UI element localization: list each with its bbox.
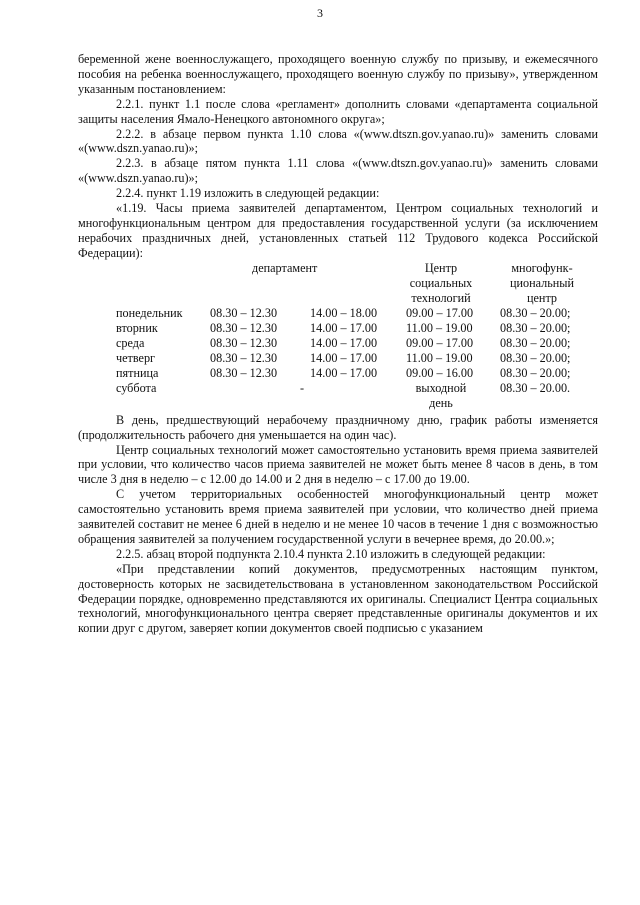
row-day: пятница: [116, 365, 159, 380]
header-center-line2: социальных: [409, 275, 473, 290]
row-dept-afternoon: 14.00 – 17.00: [310, 335, 378, 350]
paragraph: 2.2.1. пункт 1.1 после слова «регламент» дополнить словами «департамента социальной защиты населения Ямало-Ненецкого автономного округа»;: [78, 96, 598, 126]
saturday-center-line1: выходной: [415, 380, 467, 395]
row-dept-morning: 08.30 – 12.30: [210, 365, 278, 380]
row-dept-afternoon: 14.00 – 17.00: [310, 320, 378, 335]
row-day: четверг: [116, 350, 156, 365]
paragraph: беременной жене военнослужащего, проходящего военную службу по призыву, и ежемесячного пособия на ребенка военнослужащего, проходящего военную службу по призыву», утвержденном указанным постановлением:: [78, 52, 598, 96]
document-body: [78, 52, 598, 636]
header-center-line1: Центр: [424, 260, 458, 275]
row-day: среда: [116, 335, 145, 350]
paragraph: С учетом территориальных особенностей многофункциональный центр может самостоятельно установить время приема заявителей при условии, что количество дней приема заявителей составит не менее 6 дней в неделю и не менее 10 часов в течение 1 дня с возможностью обращения заявителей за получением государственной услуги в вечернее время, до 20.00.»;: [78, 487, 598, 546]
row-day: вторник: [116, 320, 158, 335]
row-dept-morning: 08.30 – 12.30: [210, 335, 278, 350]
row-center: 11.00 – 19.00: [406, 320, 473, 335]
row-mfc: 08.30 – 20.00;: [500, 320, 571, 335]
paragraph: «1.19. Часы приема заявителей департаментом, Центром социальных технологий и многофункциональным центром для предоставления государственной услуги (за исключением нерабочих праздничных дней, установленных статьей 112 Трудового кодекса Российской Федерации):: [78, 201, 598, 260]
row-center: 09.00 – 17.00: [406, 305, 474, 320]
saturday-dept: -: [300, 380, 305, 395]
saturday-day: суббота: [116, 380, 157, 395]
paragraph: Центр социальных технологий может самостоятельно установить время приема заявителей при условии, что количество часов приема заявителей не может быть менее 8 часов в день, в том числе 3 дня в неделю – с 12.00 до 14.00 и 2 дня в неделю – с 17.00 до 19.00.: [78, 442, 598, 487]
paragraphs-before: [78, 52, 598, 261]
row-dept-morning: 08.30 – 12.30: [210, 350, 278, 365]
page-number: 3: [317, 6, 323, 20]
row-dept-afternoon: 14.00 – 18.00: [310, 305, 378, 320]
row-center: 09.00 – 16.00: [406, 365, 474, 380]
row-dept-afternoon: 14.00 – 17.00: [310, 365, 378, 380]
row-mfc: 08.30 – 20.00;: [500, 365, 571, 380]
row-mfc: 08.30 – 20.00;: [500, 350, 571, 365]
header-mfc-line1: многофунк-: [511, 260, 573, 275]
header-mfc-line2: циональный: [509, 275, 575, 290]
row-dept-morning: 08.30 – 12.30: [210, 305, 278, 320]
row-center: 09.00 – 17.00: [406, 335, 474, 350]
paragraphs-after: [78, 413, 598, 637]
header-center-line3: технологий: [411, 290, 471, 305]
paragraph: «При представлении копий документов, предусмотренных настоящим пунктом, достоверность которых не засвидетельствована в установленном законодательством Российской Федерации порядке, одновременно представляются их оригиналы. Специалист Центра социальных технологий, многофункционального центра сверяет представленные оригиналы документов и их копии друг с другом, заверяет копии документов своей подписью с указанием: [78, 561, 598, 636]
paragraph: 2.2.4. пункт 1.19 изложить в следующей редакции:: [116, 186, 380, 201]
schedule-table: [78, 261, 598, 413]
paragraph: 2.2.5. абзац второй подпункта 2.10.4 пункта 2.10 изложить в следующей редакции:: [116, 546, 546, 561]
paragraph: 2.2.3. в абзаце пятом пункта 1.11 слова «(www.dtszn.gov.yanao.ru)» заменить словами «(www.dszn.yanao.ru)»;: [78, 156, 598, 186]
row-day: понедельник: [116, 305, 183, 320]
row-mfc: 08.30 – 20.00;: [500, 305, 571, 320]
header-mfc-line3: центр: [526, 290, 558, 305]
row-dept-afternoon: 14.00 – 17.00: [310, 350, 378, 365]
header-department: департамент: [252, 260, 318, 275]
paragraph: В день, предшествующий нерабочему праздничному дню, график работы изменяется (продолжительность рабочего дня уменьшается на один час).: [78, 412, 598, 442]
saturday-center-line2: день: [429, 395, 453, 410]
saturday-mfc: 08.30 – 20.00.: [500, 380, 571, 395]
row-center: 11.00 – 19.00: [406, 350, 473, 365]
row-mfc: 08.30 – 20.00;: [500, 335, 571, 350]
paragraph: 2.2.2. в абзаце первом пункта 1.10 слова «(www.dtszn.gov.yanao.ru)» заменить словами «(www.dszn.yanao.ru)»;: [78, 126, 598, 156]
row-dept-morning: 08.30 – 12.30: [210, 320, 278, 335]
